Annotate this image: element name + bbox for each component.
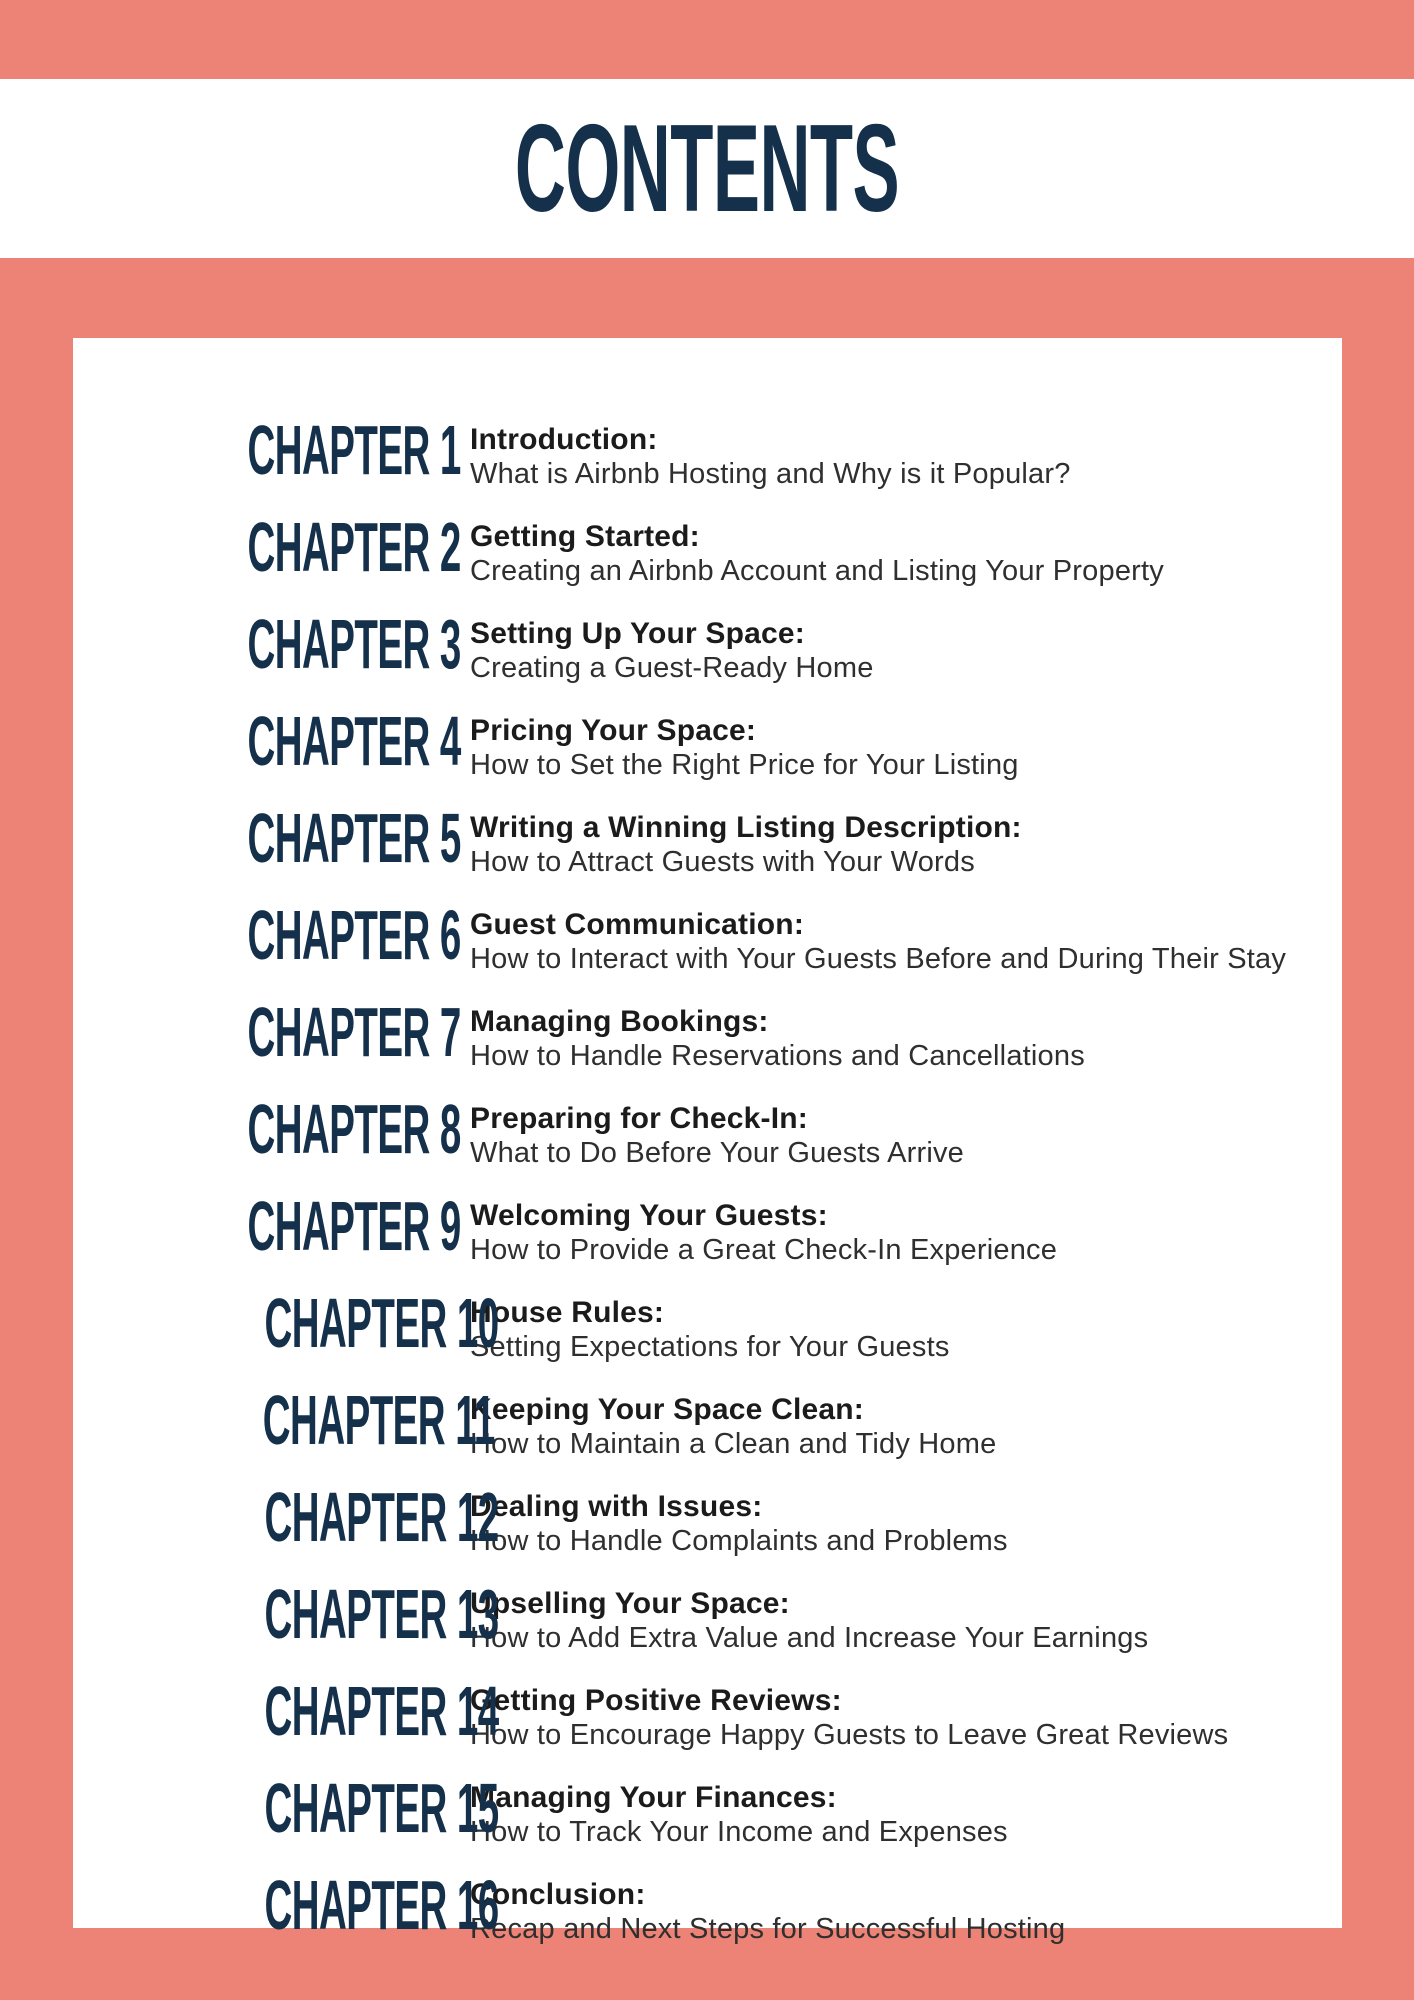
top-coral-band: [0, 0, 1414, 79]
chapter-number-label: CHAPTER 6: [247, 896, 461, 974]
chapter-label-column: [73, 702, 461, 780]
chapter-description: [470, 907, 1342, 977]
chapter-subtitle: How to Interact with Your Guests Before and During Their Stay: [470, 943, 1287, 975]
chapter-number-label: CHAPTER 15: [264, 1769, 499, 1847]
toc-entry: [73, 702, 1342, 783]
chapter-subtitle: Creating a Guest-Ready Home: [470, 652, 874, 684]
chapter-label-column: [73, 1575, 499, 1653]
chapter-subtitle: How to Handle Reservations and Cancellations: [470, 1040, 1085, 1072]
chapter-subtitle: Creating an Airbnb Account and Listing Your Property: [470, 555, 1164, 587]
chapter-label-column: [73, 799, 461, 877]
toc-entry: [73, 1769, 1342, 1850]
chapter-subtitle: Setting Expectations for Your Guests: [470, 1331, 950, 1363]
toc-entry: [73, 1090, 1342, 1171]
chapter-number-label: CHAPTER 4: [247, 702, 461, 780]
chapter-description: [470, 713, 1342, 783]
toc-entry: [73, 896, 1342, 977]
chapter-description: [470, 1489, 1342, 1559]
chapter-description: [470, 519, 1342, 589]
chapter-label-column: [73, 993, 461, 1071]
chapter-title: Getting Positive Reviews:: [470, 1684, 842, 1717]
toc-entry: [73, 605, 1342, 686]
toc-entry: [73, 411, 1342, 492]
toc-entry: [73, 1284, 1342, 1365]
chapter-subtitle: How to Handle Complaints and Problems: [470, 1525, 1008, 1557]
chapter-label-column: [73, 1090, 461, 1168]
toc-entry: [73, 1187, 1342, 1268]
chapter-subtitle: How to Maintain a Clean and Tidy Home: [470, 1428, 997, 1460]
chapter-title: Preparing for Check-In:: [470, 1102, 808, 1135]
chapter-subtitle: How to Provide a Great Check-In Experience: [470, 1234, 1058, 1266]
chapter-number-label: CHAPTER 11: [262, 1381, 495, 1459]
chapter-number-label: CHAPTER 1: [247, 411, 461, 489]
chapter-label-column: [73, 1478, 499, 1556]
chapter-label-column: [73, 1866, 499, 1944]
chapter-description: [470, 616, 1342, 686]
toc-entry: [73, 1672, 1342, 1753]
chapter-label-column: [73, 411, 461, 489]
chapter-subtitle: How to Encourage Happy Guests to Leave Great Reviews: [470, 1719, 1229, 1751]
chapter-description: [470, 1295, 1342, 1365]
chapter-description: [470, 1392, 1342, 1462]
toc-entry: [73, 1381, 1342, 1462]
chapter-description: [470, 1586, 1342, 1656]
page-title: CONTENTS: [514, 99, 900, 238]
chapter-subtitle: Recap and Next Steps for Successful Hosting: [470, 1913, 1066, 1945]
chapter-title: Setting Up Your Space:: [470, 617, 806, 650]
chapter-label-column: [73, 896, 461, 974]
chapter-subtitle: How to Set the Right Price for Your Listing: [470, 749, 1019, 781]
chapter-title: Writing a Winning Listing Description:: [470, 811, 1022, 844]
chapter-description: [470, 1683, 1342, 1753]
chapter-description: [470, 1101, 1342, 1171]
toc-card: [73, 338, 1342, 1945]
chapter-title: Introduction:: [470, 423, 658, 456]
chapter-label-column: [73, 605, 461, 683]
chapter-title: Managing Bookings:: [470, 1005, 769, 1038]
chapter-title: Managing Your Finances:: [470, 1781, 837, 1814]
chapter-description: [470, 1877, 1342, 1947]
toc-entry: [73, 508, 1342, 589]
chapter-number-label: CHAPTER 3: [247, 605, 461, 683]
chapter-title: Upselling Your Space:: [470, 1587, 790, 1620]
toc-list: [73, 411, 1342, 1947]
chapter-number-label: CHAPTER 7: [247, 993, 461, 1071]
chapter-number-label: CHAPTER 5: [247, 799, 461, 877]
chapter-title: Keeping Your Space Clean:: [470, 1393, 864, 1426]
chapter-description: [470, 1198, 1342, 1268]
chapter-description: [470, 810, 1342, 880]
chapter-number-label: CHAPTER 13: [264, 1575, 499, 1653]
chapter-title: Getting Started:: [470, 520, 700, 553]
chapter-title: Dealing with Issues:: [470, 1490, 763, 1523]
toc-entry: [73, 1866, 1342, 1947]
toc-entry: [73, 799, 1342, 880]
chapter-title: Guest Communication:: [470, 908, 805, 941]
chapter-label-column: [73, 1284, 499, 1362]
chapter-number-label: CHAPTER 9: [247, 1187, 461, 1265]
chapter-title: House Rules:: [470, 1296, 665, 1329]
chapter-label-column: [73, 1187, 461, 1265]
chapter-title: Pricing Your Space:: [470, 714, 757, 747]
chapter-number-label: CHAPTER 2: [247, 508, 461, 586]
chapter-title: Conclusion:: [470, 1878, 646, 1911]
chapter-label-column: [73, 508, 461, 586]
chapter-number-label: CHAPTER 10: [264, 1284, 499, 1362]
chapter-title: Welcoming Your Guests:: [470, 1199, 828, 1232]
chapter-subtitle: What to Do Before Your Guests Arrive: [470, 1137, 964, 1169]
chapter-label-column: [73, 1769, 499, 1847]
chapter-label-column: [73, 1381, 495, 1459]
chapter-number-label: CHAPTER 16: [264, 1866, 499, 1944]
chapter-description: [470, 422, 1342, 492]
chapter-label-column: [73, 1672, 499, 1750]
chapter-number-label: CHAPTER 8: [247, 1090, 461, 1168]
chapter-number-label: CHAPTER 12: [264, 1478, 499, 1556]
chapter-subtitle: How to Attract Guests with Your Words: [470, 846, 975, 878]
toc-entry: [73, 993, 1342, 1074]
chapter-number-label: CHAPTER 14: [264, 1672, 499, 1750]
chapter-description: [470, 1004, 1342, 1074]
toc-entry: [73, 1478, 1342, 1559]
chapter-subtitle: What is Airbnb Hosting and Why is it Popular?: [470, 458, 1071, 490]
chapter-subtitle: How to Track Your Income and Expenses: [470, 1816, 1008, 1848]
chapter-description: [470, 1780, 1342, 1850]
toc-entry: [73, 1575, 1342, 1656]
chapter-subtitle: How to Add Extra Value and Increase Your Earnings: [470, 1622, 1149, 1654]
header-band: [0, 79, 1414, 258]
